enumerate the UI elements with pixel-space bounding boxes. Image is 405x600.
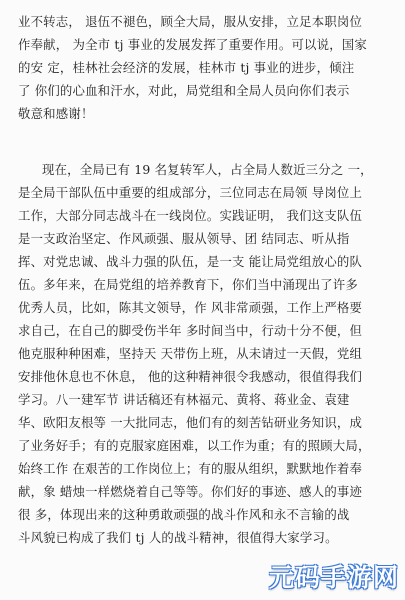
text-line: 业不转志， 退伍不褪色，顾全大局，服从安排，立足本职岗位 (18, 14, 363, 29)
text-line: 挥、对党忠诚、战斗力强的队伍，是一支 能让局党组放心的队 (18, 254, 363, 269)
paragraph-1 (18, 10, 387, 125)
text-line: 是全局干部队伍中重要的组成部分，三位同志在局领 导岗位上 (18, 185, 363, 200)
text-line: 献，象 蜡烛一样燃烧着自己等等。你们好的事迹、感人的事迹 (18, 484, 363, 499)
text-line: 始终工作 在艰苦的工作岗位上；有的服从组织，默默地作着奉 (18, 461, 363, 476)
text-line: 作奉献， 为全市 tj 事业的发展发挥了重要作用。可以说，国家 (18, 37, 367, 52)
text-line: 斗风貌已构成了我们 tj 人的战斗精神，很值得大家学习。 (18, 530, 338, 545)
text-line: 敬意和感谢！ (18, 106, 94, 121)
text-line: 了 你们的心血和汗水，对此，局党组和全局人员向你们表示 (18, 83, 350, 98)
text-line: 了业务好手；有的克服家庭困难，以工作为重；有的照顾大局， (18, 438, 371, 453)
text-line: 是一支政治坚定、作风顽强、服从领导、团 结同志、听从指 (18, 231, 350, 246)
text-line: 工作，大部分同志战斗在一线岗位。实践证明， 我们这支队伍 (18, 208, 363, 223)
text-line: 现在，全局已有 19 名复转军人，占全局人数近三分之 一， (42, 162, 373, 177)
text-line: 安排他休息也不休息， 他的这种精神很令我感动，很值得我们 (18, 369, 363, 384)
text-line: 学习。八一建军节 讲话稿还有林福元、黄将、蒋业金、袁建 (18, 392, 350, 407)
text-line: 他克服种种困难，坚持天 天带伤上班，从未请过一天假，党组 (18, 346, 363, 361)
text-line: 伍。多年来，在局党组的培养教育下，你们当中涌现出了许多 (18, 277, 358, 292)
text-line: 华、欧阳友根等 一大批同志，他们有的刻苦钻研业务知识，成 (18, 415, 363, 430)
text-line: 的安 定，桂林社会经济的发展，桂林市 tj 事业的进步，倾注 (18, 60, 355, 75)
paragraph-2 (18, 158, 387, 549)
text-line: 求自己，在自己的脚受伤半年 多时间当中，行动十分不便，但 (18, 323, 363, 338)
text-line: 优秀人员，比如，陈其文领导，作 风非常顽强，工作上严格要 (18, 300, 363, 315)
text-line: 很 多，体现出来的这种勇敢顽强的战斗作风和永不言输的战 (18, 507, 350, 522)
watermark-logo: 元码手游网 (268, 563, 399, 592)
